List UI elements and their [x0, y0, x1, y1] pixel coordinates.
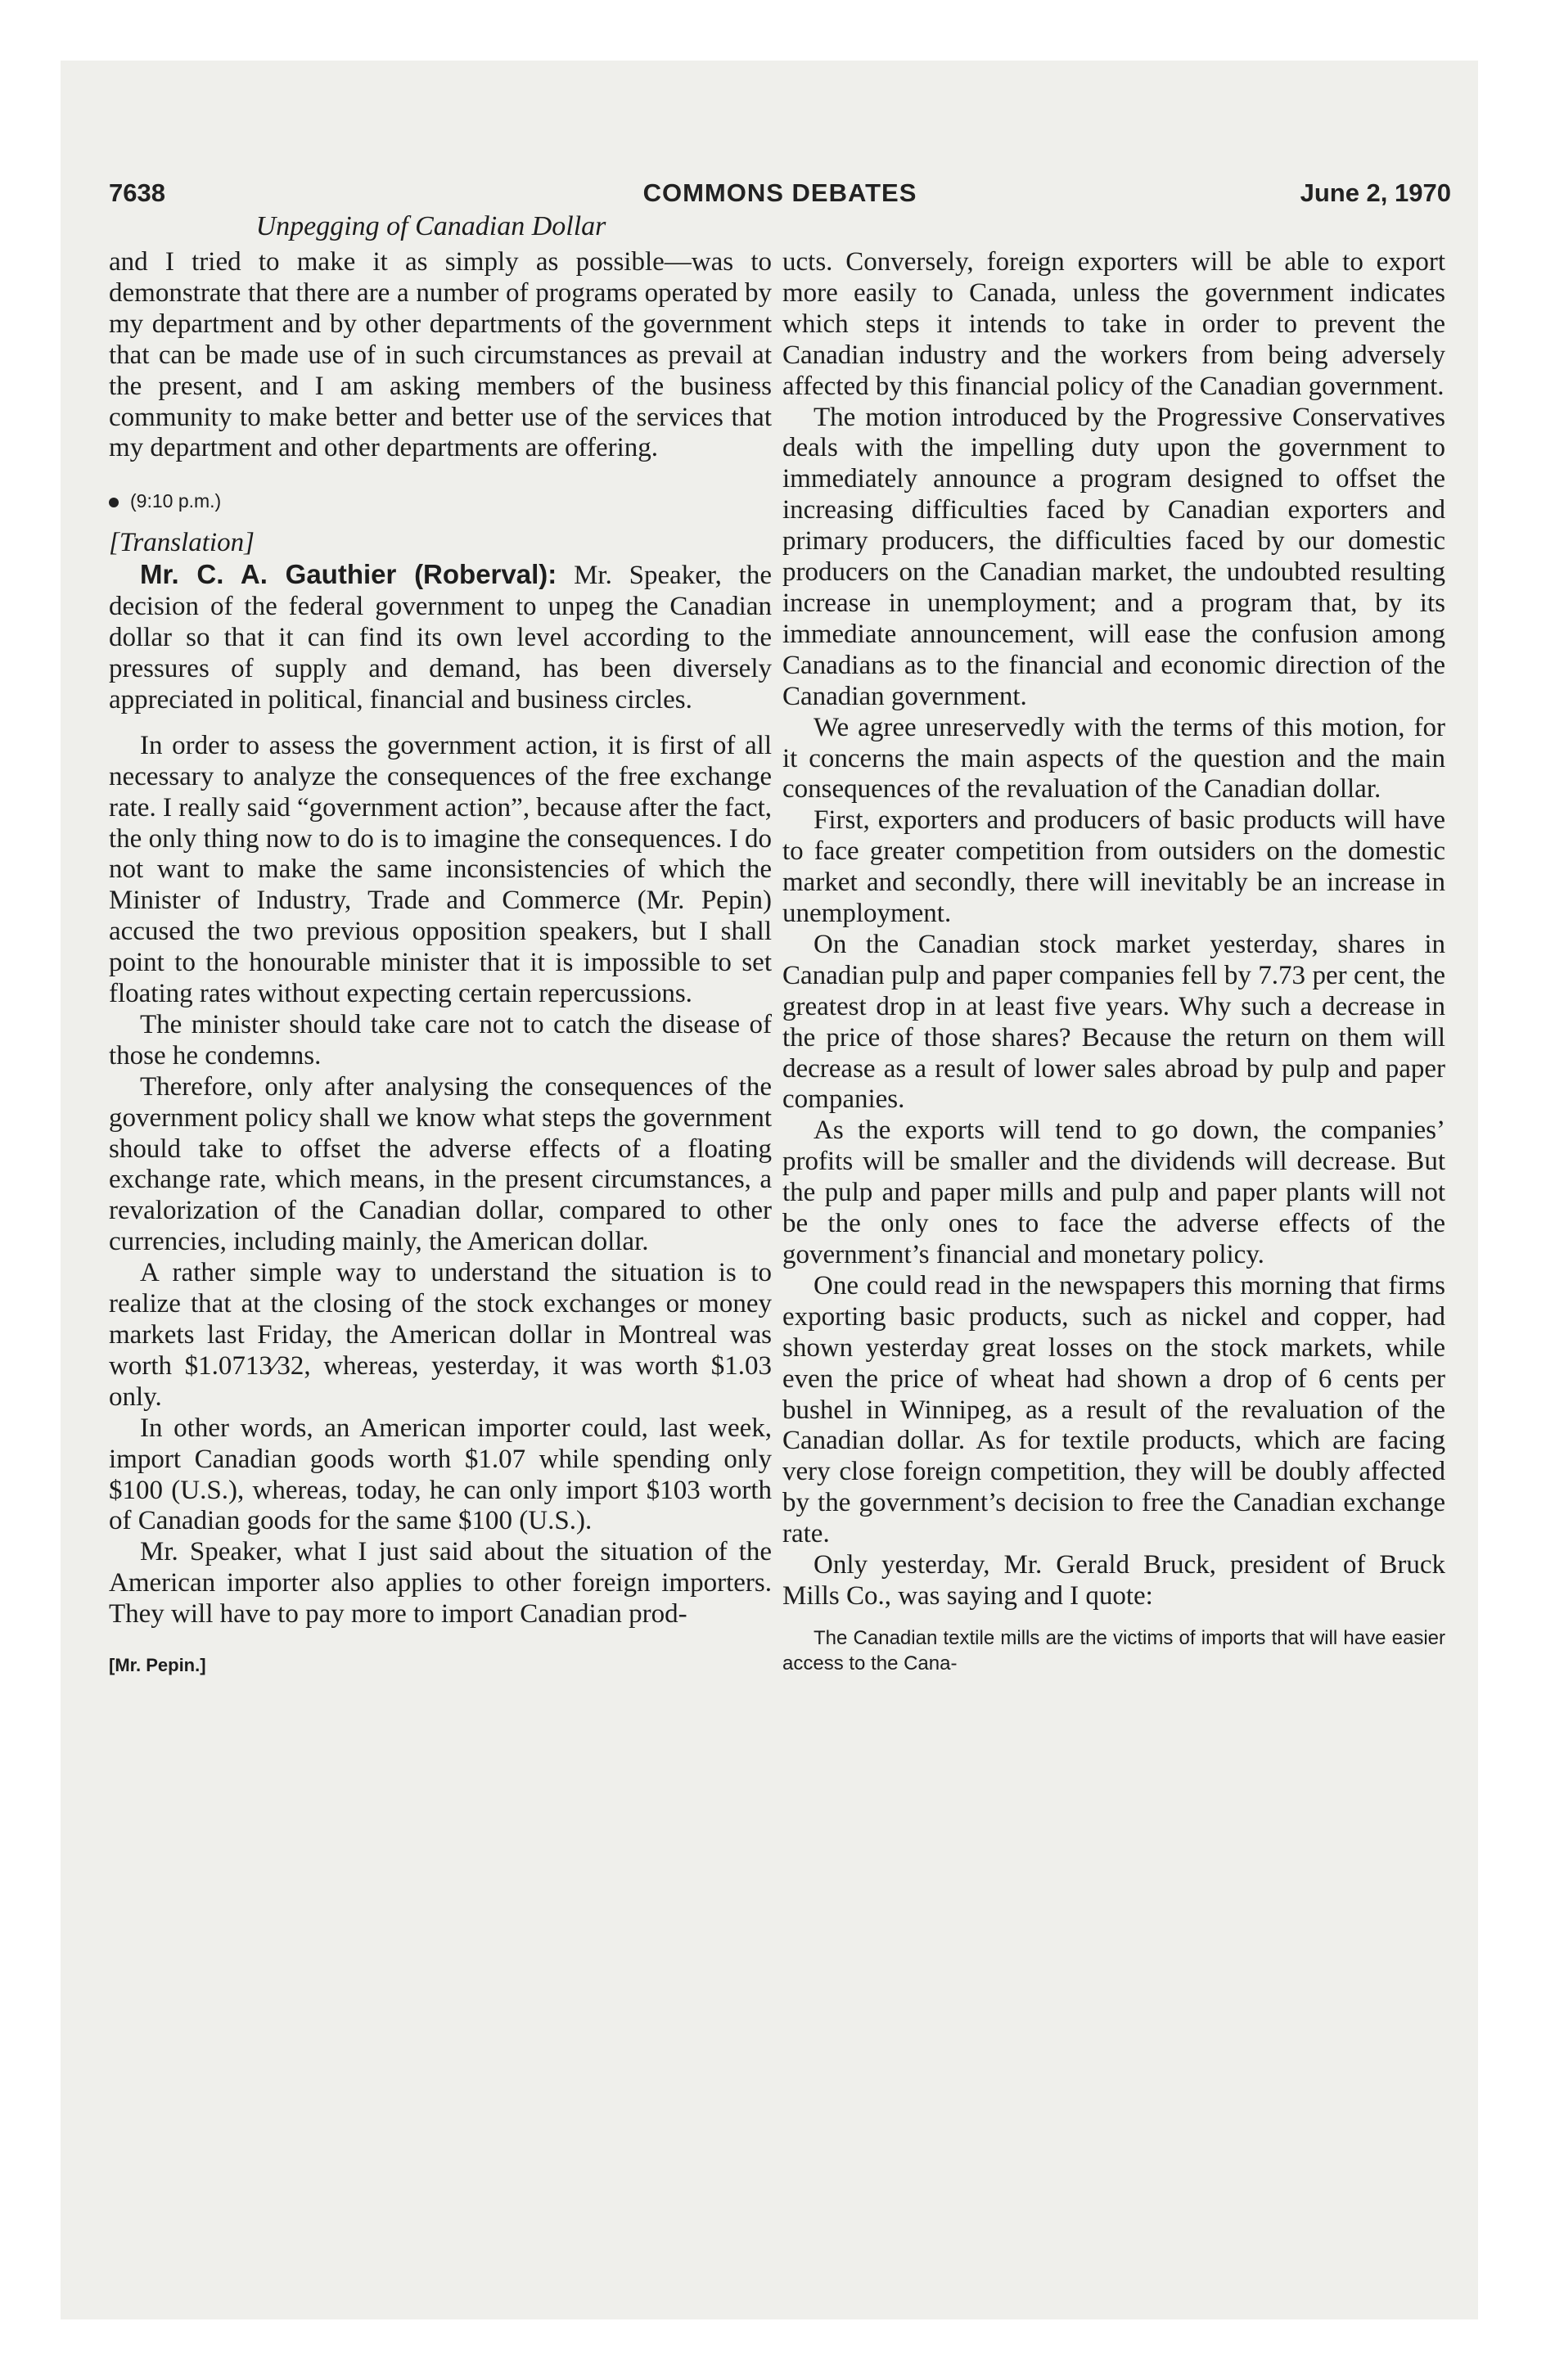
paragraph: First, exporters and producers of basic products will have to face greater competition from outsiders on the domestic market and secondly, there will inevitably be an increase in unemployment.: [782, 805, 1445, 929]
paragraph: As the exports will tend to go down, the companies’ profits will be smaller and the dividends will decrease. But the pulp and paper mills and pulp and paper plants will not be the only ones to face the adverse effects of the government’s financial and monetary policy.: [782, 1116, 1445, 1269]
speaker-name: Mr. C. A. Gauthier (Roberval):: [140, 559, 557, 590]
paragraph: ucts. Conversely, foreign exporters will be able to export more easily to Canada, unless the government indicates which steps it intends to take in order to prevent the Canadian industry and the workers from being adversely affected by this financial policy of the Canadian government.: [782, 247, 1445, 401]
paragraph: We agree unreservedly with the terms of this motion, for it concerns the main aspects of the question and the main consequences of the revaluation of the Canadian dollar.: [782, 712, 1445, 805]
bullet-icon: [109, 498, 119, 507]
timestamp-text: (9:10 p.m.): [130, 490, 222, 512]
translation-marker: [Translation]: [109, 528, 255, 558]
footer-note: [Mr. Pepin.]: [109, 1655, 206, 1676]
paragraph: The minister should take care not to catch the disease of those he condemns.: [109, 1009, 772, 1071]
page-header: [109, 178, 1451, 214]
timestamp: [109, 489, 772, 513]
paragraph: In other words, an American importer could, last week, import Canadian goods worth $1.07 while spending only $100 (U.S.), whereas, today, he can only import $103 worth of Canadian goods for the same $100 (U.S.).: [109, 1413, 772, 1536]
page-number: 7638: [109, 178, 165, 207]
paragraph: The motion introduced by the Progressive Conservatives deals with the impelling duty upon the government to immediately announce a program designed to offset the increasing difficulties faced by Canadian exporters and primary producers, the difficulties faced by our domestic producers on the Canadian market, the undoubted resulting increase in unemployment; and a program that, by its immediate announcement, will ease the confusion among Canadians as to the financial and economic direction of the Canadian government.: [782, 402, 1445, 711]
paragraph: and I tried to make it as simply as possible—was to demonstrate that there are a number of programs operated by my department and by other departments of the government that can be made use of in such circumstances as prevail at the present, and I am asking members of the business community to make better and better use of the services that my department and other departments are offering.: [109, 247, 772, 463]
quotation: The Canadian textile mills are the victims of imports that will have easier access to the Cana-: [782, 1626, 1445, 1675]
paragraph: On the Canadian stock market yesterday, shares in Canadian pulp and paper companies fell by 7.73 per cent, the greatest drop in at least five years. Why such a decrease in the price of those shares? Because the return on them will decrease as a result of lower sales abroad by pulp and paper companies.: [782, 929, 1445, 1115]
paragraph: One could read in the newspapers this morning that firms exporting basic products, such as nickel and copper, had shown yesterday great losses on the stock markets, while even the price of wheat had shown a drop of 6 cents per bushel in Winnipeg, as a result of the revaluation of the Canadian dollar. As for textile products, which are facing very close foreign competition, they will be doubly affected by the government’s decision to free the Canadian exchange rate.: [782, 1270, 1445, 1549]
publication-title: COMMONS DEBATES: [642, 178, 917, 207]
paragraph: In order to assess the government action, it is first of all necessary to analyze the consequences of the free exchange rate. I really said “government action”, because after the fact, the only thing now to do is to imagine the consequences. I do not want to make the same inconsistencies of which the Minister of Industry, Trade and Commerce (Mr. Pepin) accused the two previous opposition speakers, but I shall point to the honourable minister that it is impossible to set floating rates without expecting certain repercussions.: [109, 730, 772, 1009]
paragraph: Therefore, only after analysing the consequences of the government policy shall we know what steps the government should take to offset the adverse effects of a floating exchange rate, which means, in the present circumstances, a revalorization of the Canadian dollar, compared to other currencies, including mainly, the American dollar.: [109, 1071, 772, 1257]
paragraph: [109, 559, 772, 716]
paragraph: A rather simple way to understand the situation is to realize that at the closing of the stock exchanges or money markets last Friday, the American dollar in Montreal was worth $1.0713⁄32, whereas, yesterday, it was worth $1.03 only.: [109, 1258, 772, 1412]
paragraph: Only yesterday, Mr. Gerald Bruck, president of Bruck Mills Co., was saying and I quote:: [782, 1550, 1445, 1611]
publication-date: June 2, 1970: [1300, 178, 1451, 207]
paragraph: Mr. Speaker, what I just said about the situation of the American importer also applies to other foreign importers. They will have to pay more to import Canadian prod-: [109, 1537, 772, 1629]
left-column: [109, 247, 772, 1681]
right-column: [782, 247, 1445, 1676]
section-subheading: Unpegging of Canadian Dollar: [255, 211, 606, 241]
speech-text: Mr. Speaker, the decision of the federal government to unpeg the Canadian dollar so that it can find its own level according to the pressures of supply and demand, has been diversely appreciated in political, financial and business circles.: [109, 561, 772, 714]
